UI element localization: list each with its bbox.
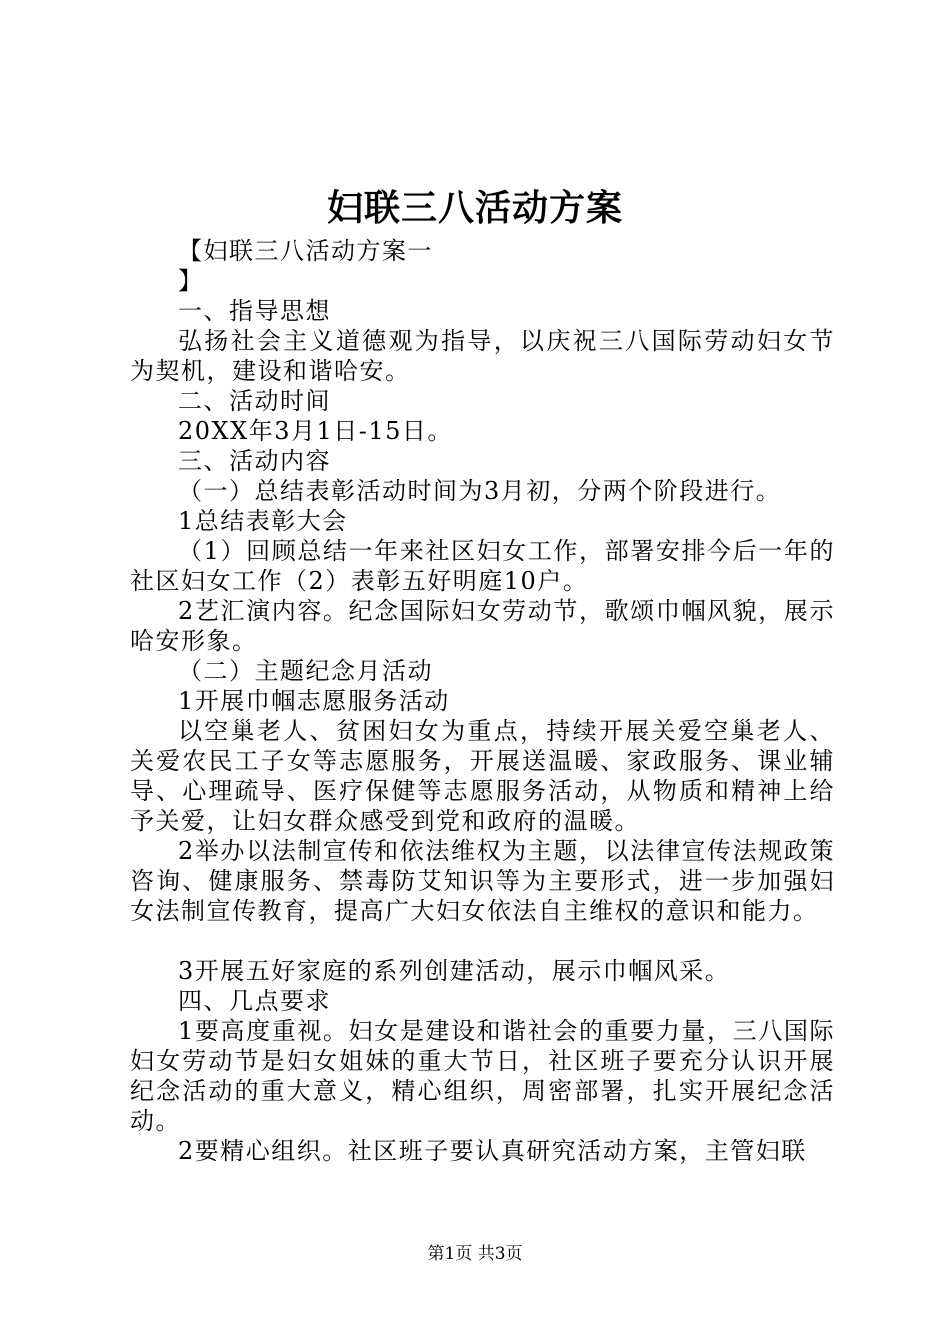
page-footer: 第1页 共3页: [427, 1244, 523, 1264]
paragraph: 以空巢老人、贫困妇女为重点，持续开展关爱空巢老人、关爱农民工子女等志愿服务，开展送温暖、家政服务、课业辅导、心理疏导、医疗保健等志愿服务活动，从物质和精神上给予关爱，让妇女群众感受到党和政府的温暖。: [130, 717, 835, 835]
heading-requirements: 四、几点要求: [178, 987, 331, 1015]
paragraph: （1）回顾总结一年来社区妇女工作，部署安排今后一年的社区妇女工作（2）表彰五好明庭10户。: [130, 537, 835, 595]
paragraph: 2艺汇演内容。纪念国际妇女劳动节，歌颂巾帼风貌，展示哈安形象。: [130, 597, 835, 655]
paragraph: 1开展巾帼志愿服务活动: [178, 687, 450, 715]
heading-guiding-idea: 一、指导思想: [178, 297, 331, 325]
paragraph: 弘扬社会主义道德观为指导，以庆祝三八国际劳动妇女节为契机，建设和谐哈安。: [130, 327, 835, 385]
document-body: [130, 236, 835, 1166]
heading-activity-time: 二、活动时间: [178, 387, 331, 415]
document-title: 妇联三八活动方案: [326, 187, 623, 229]
paragraph: 20XX年3月1日-15日。: [178, 417, 453, 445]
paragraph: 1总结表彰大会: [178, 507, 348, 535]
section-bracket-open: 【妇联三八活动方案一: [178, 237, 433, 265]
paragraph: （二）主题纪念月活动: [178, 657, 433, 685]
paragraph: 3开展五好家庭的系列创建活动，展示巾帼风采。: [178, 957, 731, 985]
paragraph: 1要高度重视。妇女是建设和谐社会的重要力量，三八国际妇女劳动节是妇女姐妹的重大节日，社区班子要充分认识开展纪念活动的重大意义，精心组织，周密部署，扎实开展纪念活动。: [130, 1017, 835, 1135]
paragraph: （一）总结表彰活动时间为3月初，分两个阶段进行。: [178, 477, 782, 505]
heading-activity-content: 三、活动内容: [178, 447, 331, 475]
section-bracket-close: 】: [178, 267, 204, 295]
paragraph: 2要精心组织。社区班子要认真研究活动方案，主管妇联: [178, 1137, 807, 1165]
paragraph: 2举办以法制宣传和依法维权为主题，以法律宣传法规政策咨询、健康服务、禁毒防艾知识等为主要形式，进一步加强妇女法制宣传教育，提高广大妇女依法自主维权的意识和能力。: [130, 837, 835, 925]
